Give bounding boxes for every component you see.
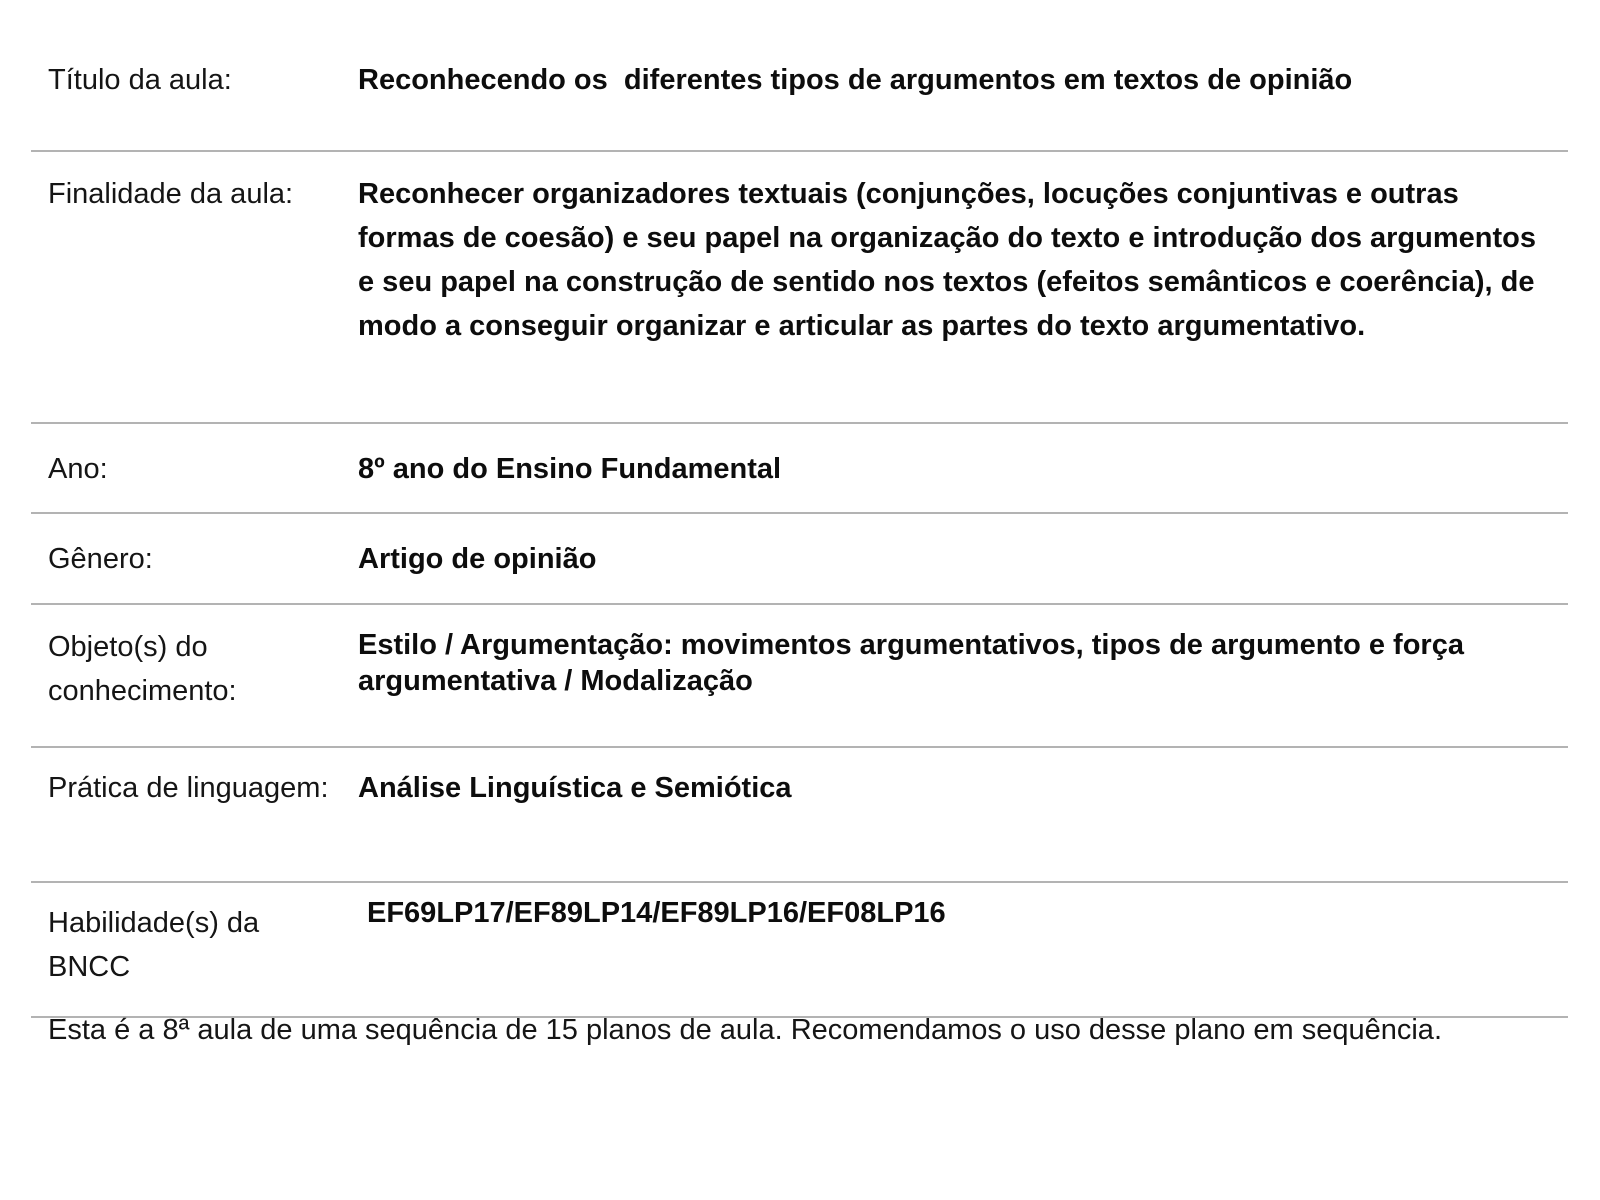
grade-year-value: 8º ano do Ensino Fundamental xyxy=(358,453,782,485)
bncc-skills-value: EF69LP17/EF89LP14/EF89LP16/EF08LP16 xyxy=(367,897,946,929)
sequence-note: Esta é a 8ª aula de uma sequência de 15 planos de aula. Recomendamos o uso desse plano em sequência. xyxy=(48,1014,1442,1046)
genre-value: Artigo de opinião xyxy=(358,543,597,575)
bncc-skills-label: Habilidade(s) da BNCC xyxy=(48,907,260,983)
lesson-info-table xyxy=(31,0,1568,1018)
grade-year-label: Ano: xyxy=(48,453,108,485)
lesson-title-label: Título da aula: xyxy=(48,64,232,96)
row-grade-year xyxy=(31,424,1568,514)
lesson-purpose-value: Reconhecer organizadores textuais (conjunções, locuções conjuntivas e outras formas de coesão) e seu papel na organização do texto e introdução dos argumentos e seu papel na construção de sentido nos textos (efeitos semânticos e coerência), de modo a conseguir organizar e articular as partes do texto argumentativo. xyxy=(358,178,1536,342)
lesson-purpose-label: Finalidade da aula: xyxy=(48,178,294,210)
genre-label: Gênero: xyxy=(48,543,153,575)
knowledge-objects-label: Objeto(s) do conhecimento: xyxy=(48,631,237,707)
language-practice-value: Análise Linguística e Semiótica xyxy=(358,772,792,804)
language-practice-label: Prática de linguagem: xyxy=(48,772,329,804)
row-genre xyxy=(31,514,1568,605)
row-lesson-purpose xyxy=(31,152,1568,424)
row-knowledge-objects xyxy=(31,605,1568,748)
knowledge-objects-value: Estilo / Argumentação: movimentos argumentativos, tipos de argumento e força argumentativa / Modalização xyxy=(358,629,1464,697)
lesson-title-value: Reconhecendo os diferentes tipos de argumentos em textos de opinião xyxy=(358,64,1353,96)
row-lesson-title xyxy=(31,0,1568,152)
row-bncc-skills xyxy=(31,883,1568,1018)
row-language-practice xyxy=(31,748,1568,883)
